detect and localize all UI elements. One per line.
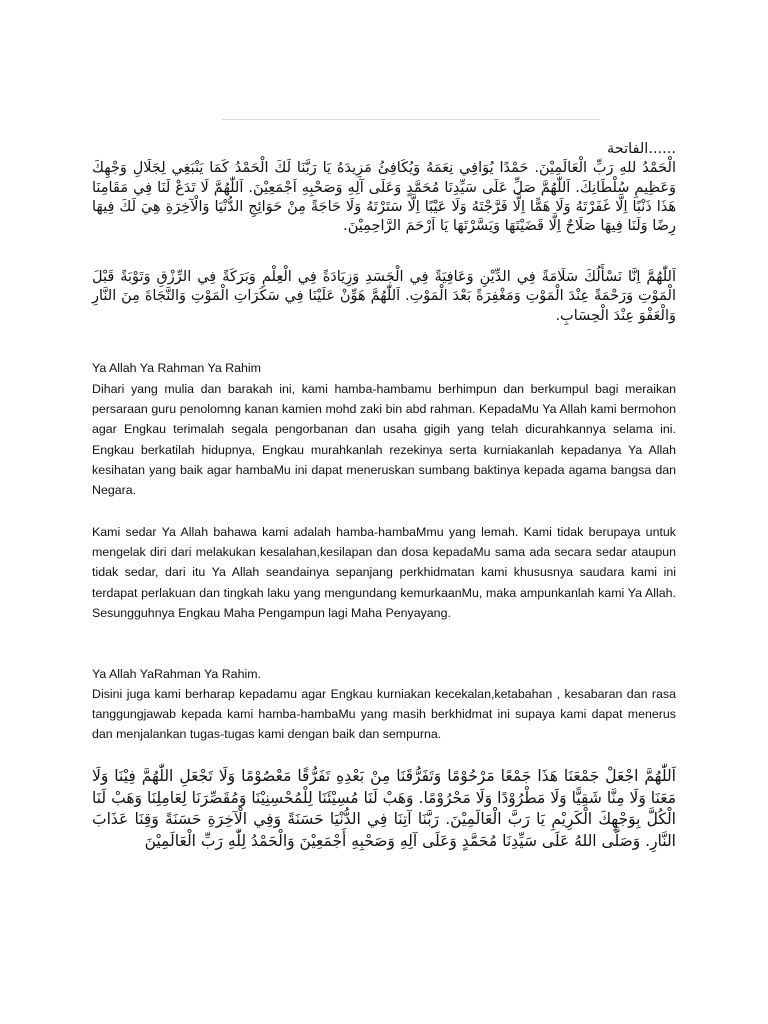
doa-text-2: اَللّٰهُمَّ اجْعَلْ جَمْعَنَا هَذَا جَمْعًا مَرْحُوْمًا وَتَفَرُّقَنَا مِنْ بَعْدِهِ تَفَرُّقًا مَعْصُوْمًا وَلَا تَجْعَلِ اللّٰهُمَّ فِيْنَا وَلَا مَعَنَا وَلَا مِنَّا شَقِيًّا وَلَا مَطْرُوْدًا وَلَا مَحْرُوْمًا. وَهَبْ لَنَا مُسِيْئَنَا لِلْمُحْسِنِيْنَا وَمُقَصِّرَنَا لِعَامِلِنَا وَهَبْ لَنَا الْكُلَّ بِوَجْهِكَ الْكَرِيْمِ يَا رَبَّ الْعَالَمِيْنَ. رَبَّنَا آتِنَا فِي الدُّنْيَا حَسَنَةً وَفِي الْآخِرَةِ حَسَنَةً وَقِنَا عَذَابَ النَّارِ. وَصَلَّى اللهُ عَلَى سَيِّدِنَا مُحَمَّدٍ وَعَلَى آلِهِ وَصَحْبِهِ أَجْمَعِيْنَ وَالْحَمْدُ لِلّٰهِ رَبِّ الْعَالَمِيْنَ (92, 767, 676, 850)
paragraph-text-2: Kami sedar Ya Allah bahawa kami adalah hamba-hambaMmu yang lemah. Kami tidak berupaya untuk mengelak diri dari melakukan kesalahan,kesilapan dan dosa kepadaMu sama ada secara sedar ataupun tidak sedar, dari itu Ya Allah seandainya sepanjang perkhidmatan kami khususnya saudara kami ini terdapat perlakuan dan tingkah laku yang mengundang kemurkaanMu, maka ampunkanlah kami Ya Allah. Sesungguhnya Engkau Maha Pengampun lagi Maha Penyayang. (92, 525, 676, 620)
header-divider (222, 119, 600, 120)
heading-text-2: Ya Allah YaRahman Ya Rahim. (92, 667, 261, 681)
malay-paragraph-2 (92, 522, 676, 623)
heading-text-1: Ya Allah Ya Rahman Ya Rahim (92, 361, 261, 375)
malay-heading-2 (92, 664, 676, 684)
arabic-doa-section-1 (92, 268, 676, 326)
arabic-fatiha-section (92, 140, 676, 236)
arabic-doa-section-2 (92, 766, 676, 852)
malay-paragraph-3 (92, 684, 676, 745)
fatiha-prayer-text: الْحَمْدُ للهِ رَبِّ الْعَالَمِيْنَ. حَمْدًا يُوَافِي نِعَمَهُ وَيُكَافِئُ مَزِيدَهُ يَا رَبَّنَا لَكَ الْحَمْدُ كَمَا يَنْبَغِي لِجَلَالِ وَجْهِكَ وَعَظِيمِ سُلْطَانِكَ. اَللّٰهُمَّ صَلِّ عَلَى سَيِّدِنَا مُحَمَّدٍ وَعَلَى آلِهِ وَصَحْبِهِ اَجْمَعِيْنَ. اَللّٰهُمَّ لَا تَدَعْ لَنَا فِي مَقَامِنَا هَذَا ذَنْبًا اِلَّا غَفَرْتَهُ وَلَا هَمًّا اِلَّا فَرَّجْتَهُ وَلَا عَيْبًا اِلَّا سَتَرْتَهُ وَلَا حَاجَةً مِنْ حَوَائِجِ الدُّنْيَا وَالْآخِرَةِ هِيَ لَكَ فِيهَا رِضًا وَلَنَا فِيهَا صَلَاحٌ اِلَّا قَضَيْتَهَا وَيَسَّرْتَهَا يَا اَرْحَمَ الرَّاحِمِيْنَ. (92, 160, 676, 235)
paragraph-text-1: Dihari yang mulia dan barakah ini, kami hamba-hambamu berhimpun dan berkumpul bagi meraikan persaraan guru penolomng kanan kamien mohd zaki bin abd rahman. KepadaMu Ya Allah kami bermohon agar Engkau terimalah segala pengorbanan dan usaha gigih yang telah dicurahkannya selama ini. Engkau berkatilah hidupnya, Engkau murahkanlah rezekinya serta kurniakanlah kepadanya Ya Allah kesihatan yang baik agar hambaMu ini dapat meneruskan sumbang baktinya kepada agama bangsa dan Negara. (92, 382, 676, 498)
fatiha-title: ......الفاتحة (606, 141, 676, 157)
doa-text-1: اَللّٰهُمَّ اِنَّا نَسْأَلُكَ سَلَامَةً فِي الدِّيْنِ وَعَافِيَةً فِي الْجَسَدِ وَزِيَادَةً فِي الْعِلْمِ وَبَرَكَةً فِي الرِّزْقِ وَتَوْبَةً قَبْلَ الْمَوْتِ وَرَحْمَةً عِنْدَ الْمَوْتِ وَمَغْفِرَةً بَعْدَ الْمَوْتِ. اَللّٰهُمَّ هَوِّنْ عَلَيْنَا فِي سَكَرَاتِ الْمَوْتِ وَالنَّجَاةَ مِنَ النَّارِ وَالْعَفْوَ عِنْدَ الْحِسَابِ. (92, 269, 676, 324)
paragraph-text-3: Disini juga kami berharap kepadamu agar Engkau kurniakan kecekalan,ketabahan , kesabaran dan rasa tanggungjawab kepada kami hamba-hambaMu yang masih berkhidmat ini supaya kami dapat menerus dan menjalankan tugas-tugas kami dengan baik dan sempurna. (92, 687, 676, 742)
malay-paragraph-1 (92, 379, 676, 500)
malay-heading-1 (92, 358, 676, 378)
